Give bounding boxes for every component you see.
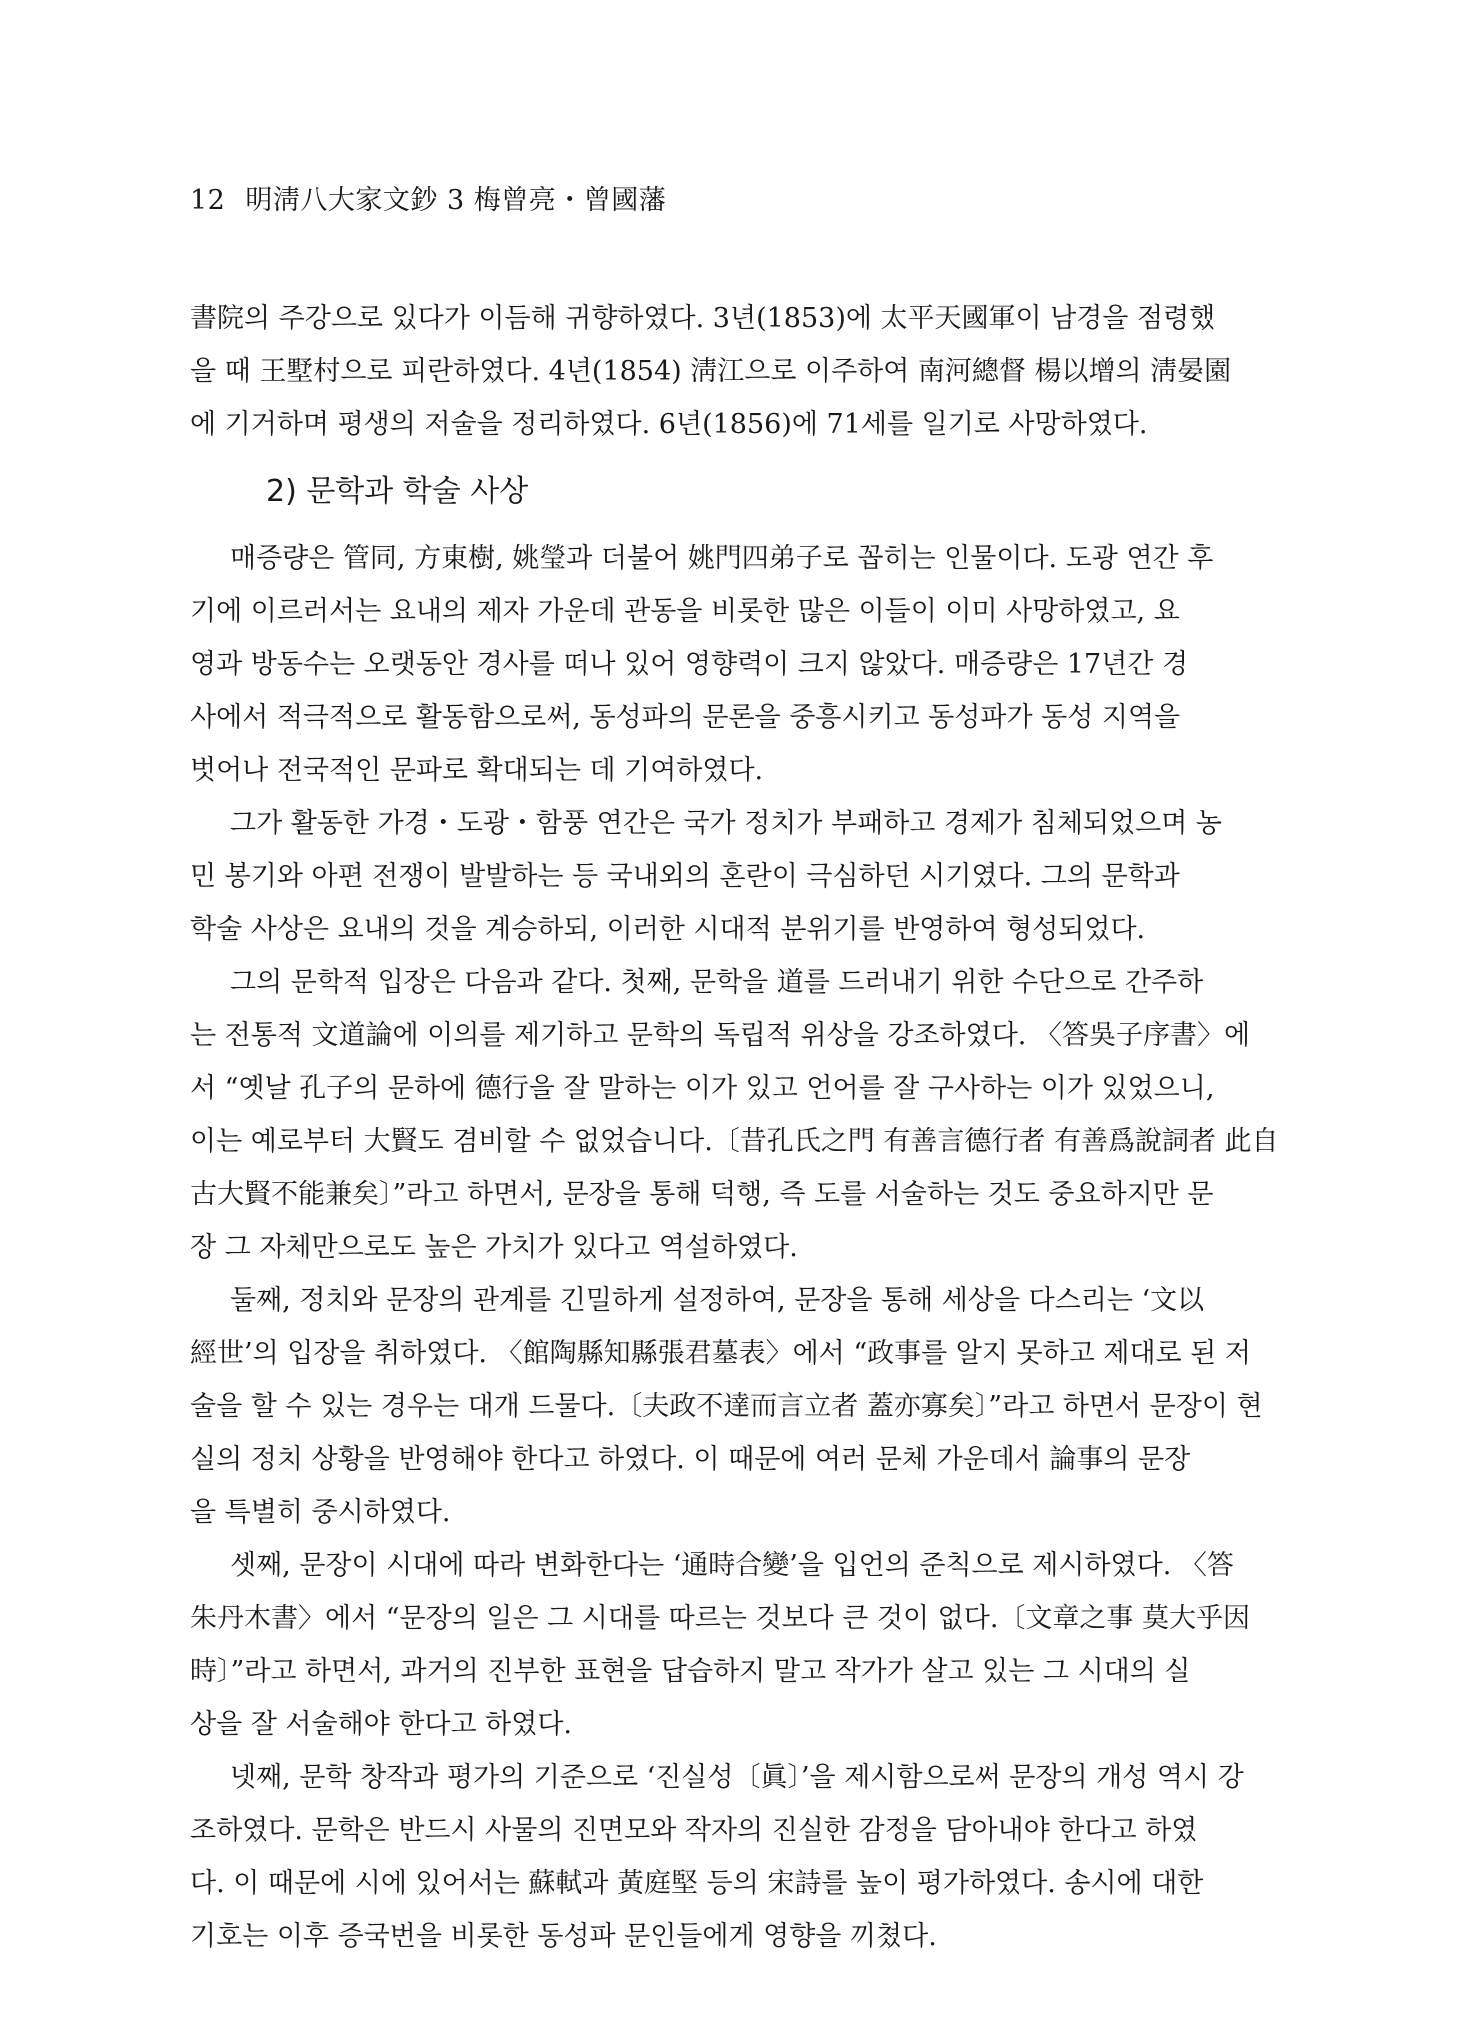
- section-body: [190, 532, 1290, 1963]
- text-line: 셋째, 문장이 시대에 따라 변화한다는 ‘通時合變’을 입언의 준칙으로 제시하였다. 〈答: [230, 1550, 1234, 1581]
- book-title: 明淸八大家文鈔 3 梅曾亮・曾國藩: [245, 185, 667, 216]
- text-line: 서 “옛날 孔子의 문하에 德行을 잘 말하는 이가 있고 언어를 잘 구사하는 이가 있었으니,: [190, 1073, 1215, 1104]
- text-line: 매증량은 管同, 方東樹, 姚瑩과 더불어 姚門四弟子로 꼽히는 인물이다. 도광 연간 후: [230, 543, 1214, 574]
- text-line: 時〕”라고 하면서, 과거의 진부한 표현을 답습하지 말고 작가가 살고 있는 그 시대의 실: [190, 1656, 1191, 1687]
- text-line: 을 때 王墅村으로 피란하였다. 4년(1854) 淸江으로 이주하여 南河總督 楊以增의 淸晏園: [190, 356, 1232, 387]
- text-line: 는 전통적 文道論에 이의를 제기하고 문학의 독립적 위상을 강조하였다. 〈答吳子序書〉에: [190, 1020, 1251, 1051]
- text-line: 다. 이 때문에 시에 있어서는 蘇軾과 黃庭堅 등의 宋詩를 높이 평가하였다. 송시에 대한: [190, 1868, 1204, 1899]
- text-line: 기호는 이후 증국번을 비롯한 동성파 문인들에게 영향을 끼쳤다.: [190, 1921, 937, 1952]
- text-line: 기에 이르러서는 요내의 제자 가운데 관동을 비롯한 많은 이들이 이미 사망하였고, 요: [190, 596, 1180, 627]
- running-header: [190, 178, 666, 217]
- text-line: 상을 잘 서술해야 한다고 하였다.: [190, 1709, 572, 1740]
- text-line: 술을 할 수 있는 경우는 대개 드물다.〔夫政不達而言立者 蓋亦寡矣〕”라고 하면서 문장이 현: [190, 1391, 1263, 1422]
- text-line: 사에서 적극적으로 활동함으로써, 동성파의 문론을 중흥시키고 동성파가 동성 지역을: [190, 702, 1181, 733]
- page-number: 12: [190, 185, 226, 216]
- text-line: 朱丹木書〉에서 “문장의 일은 그 시대를 따르는 것보다 큰 것이 없다.〔文章之事 莫大乎因: [190, 1603, 1251, 1634]
- text-line: 古大賢不能兼矣〕”라고 하면서, 문장을 통해 덕행, 즉 도를 서술하는 것도 중요하지만 문: [190, 1179, 1214, 1210]
- text-line: 經世’의 입장을 취하였다. 〈館陶縣知縣張君墓表〉에서 “政事를 알지 못하고 제대로 된 저: [190, 1338, 1251, 1369]
- text-line: 조하였다. 문학은 반드시 사물의 진면모와 작자의 진실한 감정을 담아내야 한다고 하였: [190, 1815, 1198, 1846]
- text-line: 벗어나 전국적인 문파로 확대되는 데 기여하였다.: [190, 755, 764, 786]
- text-line: 장 그 자체만으로도 높은 가치가 있다고 역설하였다.: [190, 1232, 798, 1263]
- section-heading: 2) 문학과 학술 사상: [266, 474, 529, 509]
- text-line: 영과 방동수는 오랫동안 경사를 떠나 있어 영향력이 크지 않았다. 매증량은 17년간 경: [190, 649, 1189, 680]
- text-line: 이는 예로부터 大賢도 겸비할 수 없었습니다.〔昔孔氏之門 有善言德行者 有善爲說詞者 此自: [190, 1126, 1279, 1157]
- text-line: 그가 활동한 가경・도광・함풍 연간은 국가 정치가 부패하고 경제가 침체되었으며 농: [230, 808, 1222, 839]
- text-line: 둘째, 정치와 문장의 관계를 긴밀하게 설정하여, 문장을 통해 세상을 다스리는 ‘文以: [230, 1285, 1205, 1316]
- opening-paragraph: [190, 292, 1290, 451]
- text-line: 넷째, 문학 창작과 평가의 기준으로 ‘진실성〔眞〕’을 제시함으로써 문장의 개성 역시 강: [230, 1762, 1244, 1793]
- text-line: 학술 사상은 요내의 것을 계승하되, 이러한 시대적 분위기를 반영하여 형성되었다.: [190, 914, 1146, 945]
- text-line: 을 특별히 중시하였다.: [190, 1497, 451, 1528]
- text-line: 민 봉기와 아편 전쟁이 발발하는 등 국내외의 혼란이 극심하던 시기였다. 그의 문학과: [190, 861, 1180, 892]
- text-line: 에 기거하며 평생의 저술을 정리하였다. 6년(1856)에 71세를 일기로 사망하였다.: [190, 409, 1148, 440]
- text-line: 실의 정치 상황을 반영해야 한다고 하였다. 이 때문에 여러 문체 가운데서 論事의 문장: [190, 1444, 1191, 1475]
- text-line: 書院의 주강으로 있다가 이듬해 귀향하였다. 3년(1853)에 太平天國軍이 남경을 점령했: [190, 303, 1216, 334]
- text-line: 그의 문학적 입장은 다음과 같다. 첫째, 문학을 道를 드러내기 위한 수단으로 간주하: [230, 967, 1204, 998]
